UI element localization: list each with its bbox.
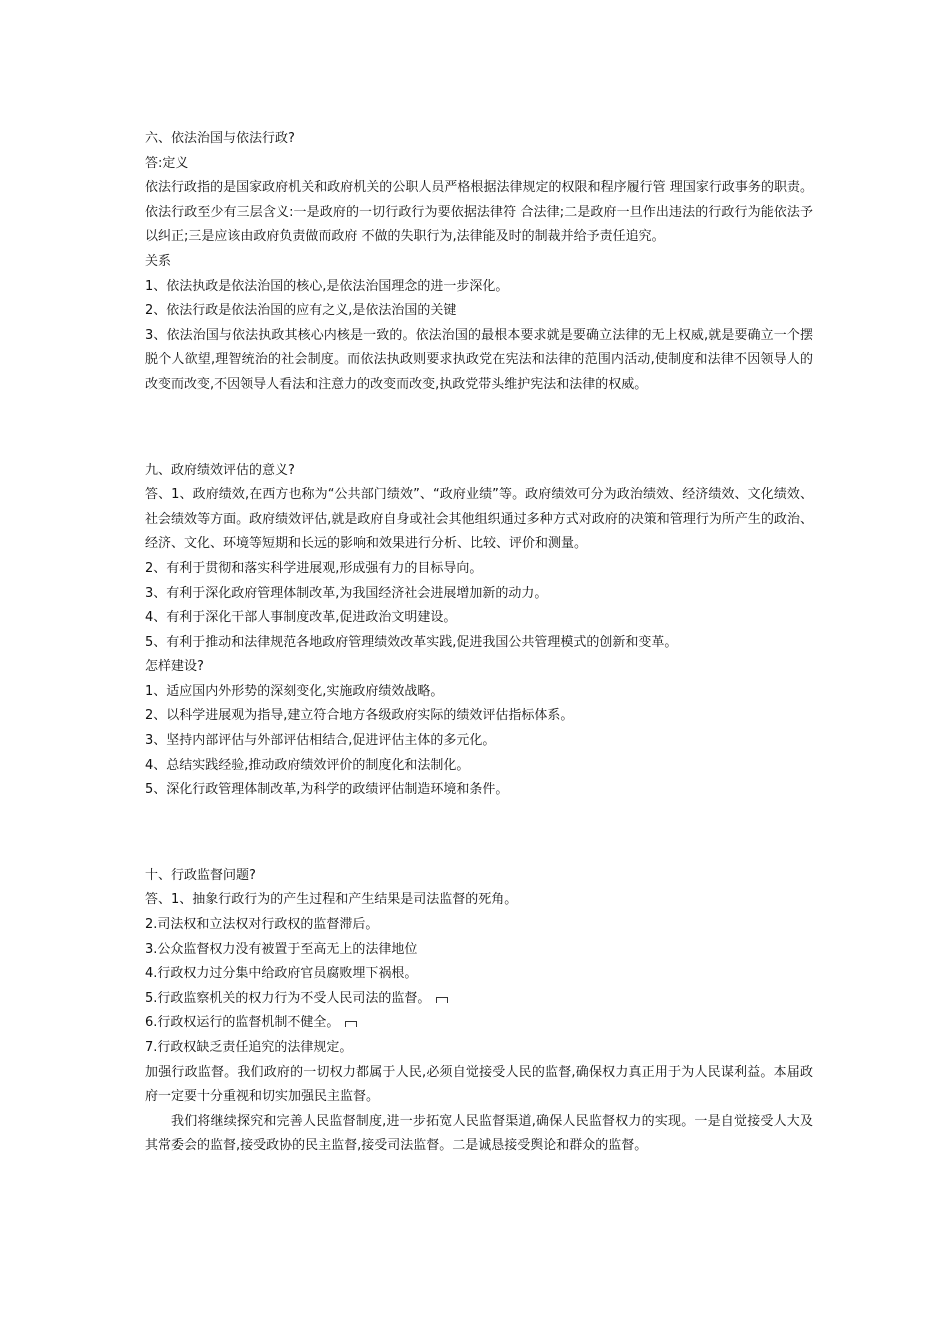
section-6-item: 2、依法行政是依法治国的应有之义,是依法治国的关键	[145, 303, 457, 319]
section-10-item-row	[145, 987, 813, 1012]
document-page	[145, 127, 813, 1159]
section-6-item: 3、依法治国与依法执政其核心内核是一致的。依法治国的最根本要求就是要确立法律的无上权威,就是要确立一个摆脱个人欲望,理智统治的社会制度。而依法执政则要求执政党在宪法和法律的范围内活动,使制度和法律不因领导人的改变而改变,不因领导人看法和注意力的改变而改变,执政党带头维护宪法和法律的权威。	[145, 327, 813, 392]
section-6-title: 六、依法治国与依法行政?	[145, 131, 295, 146]
section-10-item-row	[145, 1011, 813, 1036]
section-10-item: 3.公众监督权力没有被置于至高无上的法律地位	[145, 941, 418, 957]
section-9-how-item: 1、适应国内外形势的深刻变化,实施政府绩效战略。	[145, 683, 444, 699]
section-9-how-item: 4、总结实践经验,推动政府绩效评价的制度化和法制化。	[145, 757, 470, 773]
section-10-strengthen: 加强行政监督。我们政府的一切权力都属于人民,必须自觉接受人民的监督,确保权力真正用于为人民谋利益。本届政府一定要十分重视和切实加强民主监督。	[145, 1064, 813, 1105]
section-10-item: 5.行政监察机关的权力行为不受人民司法的监督。	[145, 990, 431, 1006]
section-6-definition: 依法行政指的是国家政府机关和政府机关的公职人员严格根据法律规定的权限和程序履行管 理国家行政事务的职责。依法行政至少有三层含义:一是政府的一切行政行为要依据法律符 合法律;二是政府一旦作出违法的行政行为能依法予以纠正;三是应该由政府负责做而政府 不做的失职行为,法律能及时的制裁并给予责任追究。	[145, 180, 813, 245]
section-9-item: 2、有利于贯彻和落实科学进展观,形成强有力的目标导向。	[145, 560, 483, 576]
section-9-how-item: 5、深化行政管理体制改革,为科学的政绩评估制造环境和条件。	[145, 782, 509, 798]
section-10-item: 7.行政权缺乏责任追究的法律规定。	[145, 1040, 353, 1055]
section-10-item: 6.行政权运行的监督机制不健全。	[145, 1015, 340, 1031]
section-9-how-item: 3、坚持内部评估与外部评估相结合,促进评估主体的多元化。	[145, 733, 496, 749]
editor-mark-icon	[436, 997, 448, 1003]
section-9-item: 3、有利于深化政府管理体制改革,为我国经济社会进展增加新的动力。	[145, 585, 548, 601]
section-divider	[145, 398, 813, 459]
section-9-title: 九、政府绩效评估的意义?	[145, 462, 295, 478]
section-10-title: 十、行政监督问题?	[145, 867, 256, 883]
section-10-continue: 我们将继续探究和完善人民监督制度,进一步拓宽人民监督渠道,确保人民监督权力的实现。一是自觉接受人大及其常委会的监督,接受政协的民主监督,接受司法监督。二是诚恳接受舆论和群众的监督。	[145, 1113, 813, 1154]
section-6-relation-label: 关系	[145, 253, 172, 269]
editor-mark-icon	[345, 1021, 357, 1027]
section-divider	[145, 803, 813, 864]
section-10-item: 答、1、抽象行政行为的产生过程和产生结果是司法监督的死角。	[145, 892, 518, 908]
section-6-item: 1、依法执政是依法治国的核心,是依法治国理念的进一步深化。	[145, 278, 509, 294]
section-9-item: 5、有利于推动和法律规范各地政府管理绩效改革实践,促进我国公共管理模式的创新和变革。	[145, 634, 678, 650]
section-6-answer-label: 答:定义	[145, 155, 189, 171]
section-9-item: 4、有利于深化干部人事制度改革,促进政治文明建设。	[145, 610, 457, 626]
section-10-item: 4.行政权力过分集中给政府官员腐败埋下祸根。	[145, 966, 418, 982]
section-9-item: 答、1、政府绩效,在西方也称为“公共部门绩效”、“政府业绩”等。政府绩效可分为政治绩效、经济绩效、文化绩效、社会绩效等方面。政府绩效评估,就是政府自身或社会其他组织通过多种方式对政府的决策和管理行为所产生的政治、经济、文化、环境等短期和长远的影响和效果进行分析、比较、评价和测量。	[145, 487, 813, 552]
section-10-item: 2.司法权和立法权对行政权的监督滞后。	[145, 917, 379, 933]
section-9-how-item: 2、以科学进展观为指导,建立符合地方各级政府实际的绩效评估指标体系。	[145, 708, 574, 724]
section-9-how-label: 怎样建设?	[145, 659, 204, 675]
